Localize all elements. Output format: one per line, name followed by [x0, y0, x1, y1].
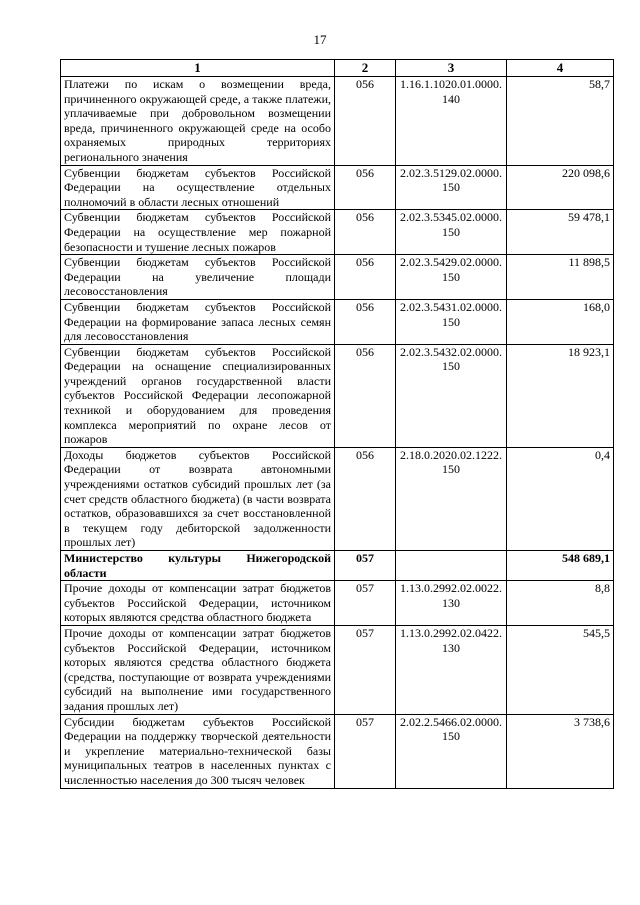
table-row [61, 344, 614, 447]
row-description: Платежи по искам о возмещении вреда, причиненного окружающей среде, а также платежи, уплачиваемые при добровольном возмещении вреда, причиненного окружающей среде на особо охраняемых природных территориях регионального значения [61, 77, 335, 166]
row-amount: 545,5 [507, 625, 614, 714]
row-description: Субсидии бюджетам субъектов Российской Федерации на поддержку творческой деятельности и укрепление материально-технической базы муниципальных театров в населенных пунктах с численностью населения до 300 тысяч человек [61, 714, 335, 788]
table-row [61, 625, 614, 714]
column-header-3: 3 [396, 60, 507, 77]
column-header-4: 4 [507, 60, 614, 77]
row-admin-code: 056 [335, 255, 396, 300]
row-amount: 0,4 [507, 447, 614, 550]
column-header-2: 2 [335, 60, 396, 77]
row-amount: 11 898,5 [507, 255, 614, 300]
row-admin-code: 056 [335, 165, 396, 210]
table-row [61, 210, 614, 255]
row-admin-code: 057 [335, 714, 396, 788]
row-description: Субвенции бюджетам субъектов Российской Федерации на осуществление отдельных полномочий в области лесных отношений [61, 165, 335, 210]
column-header-1: 1 [61, 60, 335, 77]
row-admin-code: 056 [335, 77, 396, 166]
row-admin-code: 056 [335, 299, 396, 344]
row-description: Субвенции бюджетам субъектов Российской Федерации на формирование запаса лесных семян для лесовосстановления [61, 299, 335, 344]
row-budget-classification-code: 2.02.3.5129.02.0000. 150 [396, 165, 507, 210]
row-description: Субвенции бюджетам субъектов Российской Федерации на осуществление мер пожарной безопасности и тушение лесных пожаров [61, 210, 335, 255]
table-header-row [61, 60, 614, 77]
table-row [61, 714, 614, 788]
page-number: 17 [313, 32, 327, 47]
row-description: Доходы бюджетов субъектов Российской Федерации от возврата автономными учреждениями остатков субсидий прошлых лет (за счет средств областного бюджета) (в части возврата остатков, образовавшихся за счет восстановленной в текущем году дебиторской задолженности прошлых лет) [61, 447, 335, 550]
row-description: Прочие доходы от компенсации затрат бюджетов субъектов Российской Федерации, источником которых являются средства областного бюджета [61, 581, 335, 626]
row-budget-classification-code: 1.13.0.2992.02.0422. 130 [396, 625, 507, 714]
row-description: Министерство культуры Нижегородской области [61, 551, 335, 581]
table-row [61, 165, 614, 210]
row-description: Субвенции бюджетам субъектов Российской Федерации на оснащение специализированных учреждений органов государственной власти субъектов Российской Федерации лесопожарной техникой и оборудованием для проведения комплекса мероприятий по охране лесов от пожаров [61, 344, 335, 447]
row-amount: 8,8 [507, 581, 614, 626]
row-description: Субвенции бюджетам субъектов Российской Федерации на увеличение площади лесовосстановления [61, 255, 335, 300]
table-body [61, 77, 614, 789]
row-description: Прочие доходы от компенсации затрат бюджетов субъектов Российской Федерации, источником которых являются средства областного бюджета (средства, поступающие от возврата учреждениями субсидий на выполнение ими государственного задания прошлых лет) [61, 625, 335, 714]
row-amount: 220 098,6 [507, 165, 614, 210]
table-row [61, 299, 614, 344]
row-budget-classification-code: 1.16.1.1020.01.0000. 140 [396, 77, 507, 166]
row-admin-code: 057 [335, 551, 396, 581]
table-row [61, 447, 614, 550]
row-amount: 548 689,1 [507, 551, 614, 581]
table-row [61, 581, 614, 626]
row-budget-classification-code: 2.02.3.5431.02.0000. 150 [396, 299, 507, 344]
budget-revenue-table [60, 59, 614, 789]
row-amount: 18 923,1 [507, 344, 614, 447]
row-budget-classification-code: 2.02.3.5432.02.0000. 150 [396, 344, 507, 447]
row-amount: 168,0 [507, 299, 614, 344]
row-admin-code: 056 [335, 344, 396, 447]
row-budget-classification-code: 2.02.3.5429.02.0000. 150 [396, 255, 507, 300]
row-budget-classification-code: 1.13.0.2992.02.0022. 130 [396, 581, 507, 626]
row-budget-classification-code: 2.02.2.5466.02.0000. 150 [396, 714, 507, 788]
table-row [61, 255, 614, 300]
row-budget-classification-code [396, 551, 507, 581]
row-budget-classification-code: 2.02.3.5345.02.0000. 150 [396, 210, 507, 255]
row-amount: 3 738,6 [507, 714, 614, 788]
row-amount: 58,7 [507, 77, 614, 166]
table-row [61, 77, 614, 166]
table-row [61, 551, 614, 581]
row-budget-classification-code: 2.18.0.2020.02.1222. 150 [396, 447, 507, 550]
row-admin-code: 057 [335, 581, 396, 626]
row-admin-code: 056 [335, 210, 396, 255]
row-admin-code: 056 [335, 447, 396, 550]
row-amount: 59 478,1 [507, 210, 614, 255]
row-admin-code: 057 [335, 625, 396, 714]
